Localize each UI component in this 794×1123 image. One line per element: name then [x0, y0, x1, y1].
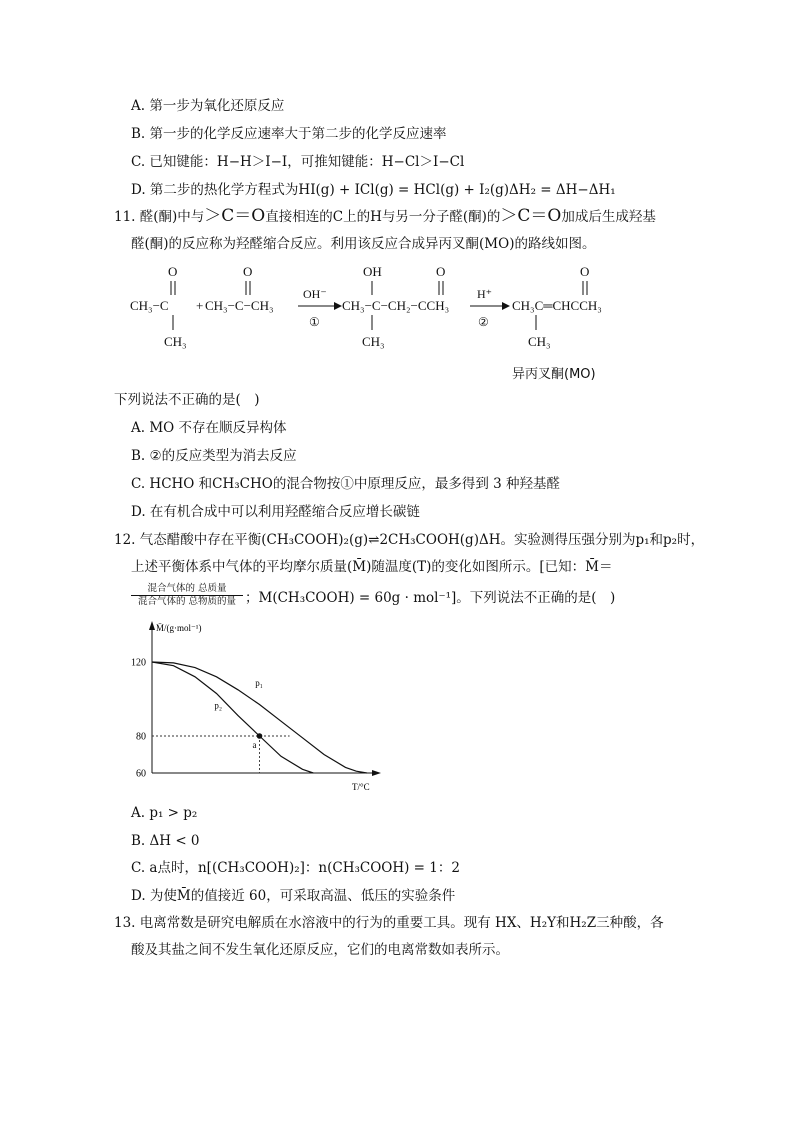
q11-option-d: D. 在有机合成中可以利用羟醛缩合反应增长碳链: [131, 504, 420, 520]
q13-stem-line1: 13. 电离常数是研究电解质在水溶液中的行为的重要工具。现有 HX、H₂Y和H₂Z三种酸，各: [114, 915, 664, 931]
q11-option-b: B. ②的反应类型为消去反应: [131, 448, 297, 464]
q12-option-d: D. 为使M̄的值接近 60，可采取高温、低压的实验条件: [131, 888, 456, 904]
q12-option-a: A. p₁ > p₂: [131, 805, 198, 821]
reactant1-methyl: CH₃: [164, 334, 187, 349]
q13-stem-line2: 酸及其盐之间不发生氧化还原反应，它们的电离常数如表所示。: [131, 942, 509, 958]
arrow1-catalyst: OH⁻: [303, 287, 327, 301]
y-tick-label: 60: [136, 768, 146, 780]
q10-option-b: B. 第一步的化学反应速率大于第二步的化学反应速率: [131, 126, 447, 142]
reactant2-formula: CH₃−C−CH₃: [205, 298, 274, 313]
q10-option-a: A. 第一步为氧化还原反应: [131, 98, 285, 114]
x-axis-arrow: [372, 770, 381, 776]
intermediate-hydroxyl: OH: [363, 264, 382, 279]
carbonyl-group: ＞C＝O: [204, 206, 266, 226]
q11-stem-line1: 11. 醛(酮)中与＞C＝O直接相连的C上的H与另一分子醛(酮)的＞C＝O加成后生成羟基: [114, 206, 656, 226]
fraction-numerator: 混合气体的 总质量: [131, 583, 243, 596]
q12-option-b: B. ΔH < 0: [131, 833, 200, 849]
molar-mass-fraction: [131, 583, 243, 608]
q12-option-c: C. a点时，n[(CH₃COOH)₂]：n(CH₃COOH) = 1：2: [131, 860, 460, 876]
intermediate-methyl: CH₃: [362, 334, 385, 349]
q11-option-c: C. HCHO 和CH₃CHO的混合物按①中原理反应，最多得到 3 种羟基醛: [131, 476, 561, 492]
carbonyl-group: ＞C＝O: [500, 206, 562, 226]
series-label-p1: p₁: [255, 678, 263, 689]
y-tick-label: 120: [131, 657, 146, 669]
point-a: [257, 733, 263, 739]
x-axis-label: T/°C: [352, 782, 370, 792]
y-axis-label: M̄/(g·mol⁻¹): [156, 623, 202, 633]
reactant1-oxygen: O: [168, 264, 178, 279]
product-oxygen: O: [580, 264, 590, 279]
intermediate-oxygen: O: [436, 264, 446, 279]
arrow2-step: ②: [478, 315, 489, 329]
fraction-denominator: 混合气体的 总物质的量: [137, 596, 237, 607]
molar-mass-temperature-chart: [112, 618, 392, 796]
plus-sign: +: [196, 298, 204, 313]
y-axis-arrow: [149, 621, 155, 630]
product-formula: CH₃C═CHCCH₃: [512, 298, 602, 313]
q11-prompt: 下列说法不正确的是( ): [114, 392, 260, 408]
q12-stem-line3: ；M(CH₃COOH) = 60g · mol⁻¹]。下列说法不正确的是( ): [245, 590, 616, 606]
arrow2-catalyst: H⁺: [477, 287, 492, 301]
arrow1-step: ①: [309, 315, 320, 329]
intermediate-formula: CH₃−C−CH₂−CCH₃: [342, 298, 450, 313]
series-label-p2: p₂: [214, 700, 222, 711]
q10-option-c: C. 已知键能：H−H＞I−I，可推知键能：H−Cl＞I−Cl: [131, 154, 465, 170]
q10-option-d: D. 第二步的热化学方程式为HI(g) + ICl(g) = HCl(g) + I₂(g)ΔH₂ = ΔH−ΔH₁: [131, 182, 616, 198]
reaction-scheme: [120, 258, 620, 388]
product-name: 异丙叉酮(MO): [512, 367, 596, 382]
product-methyl: CH₃: [528, 334, 551, 349]
q11-stem-line2: 醛(酮)的反应称为羟醛缩合反应。利用该反应合成异丙叉酮(MO)的路线如图。: [131, 236, 596, 252]
q11-option-a: A. MO 不存在顺反异构体: [131, 420, 287, 436]
q12-stem-line2: 上述平衡体系中气体的平均摩尔质量(M̄)随温度(T)的变化如图所示。[已知：M̄＝: [131, 559, 613, 575]
point-a-label: a: [252, 740, 257, 750]
q12-stem-line1: 12. 气态醋酸中存在平衡(CH₃COOH)₂(g)⇌2CH₃COOH(g)ΔH。实验测得压强分别为p₁和p₂时，: [114, 532, 705, 548]
reactant1-formula: CH₃−C: [130, 298, 169, 313]
series-line-2: [152, 662, 313, 773]
reactant2-oxygen: O: [243, 264, 253, 279]
y-tick-label: 80: [136, 731, 146, 743]
